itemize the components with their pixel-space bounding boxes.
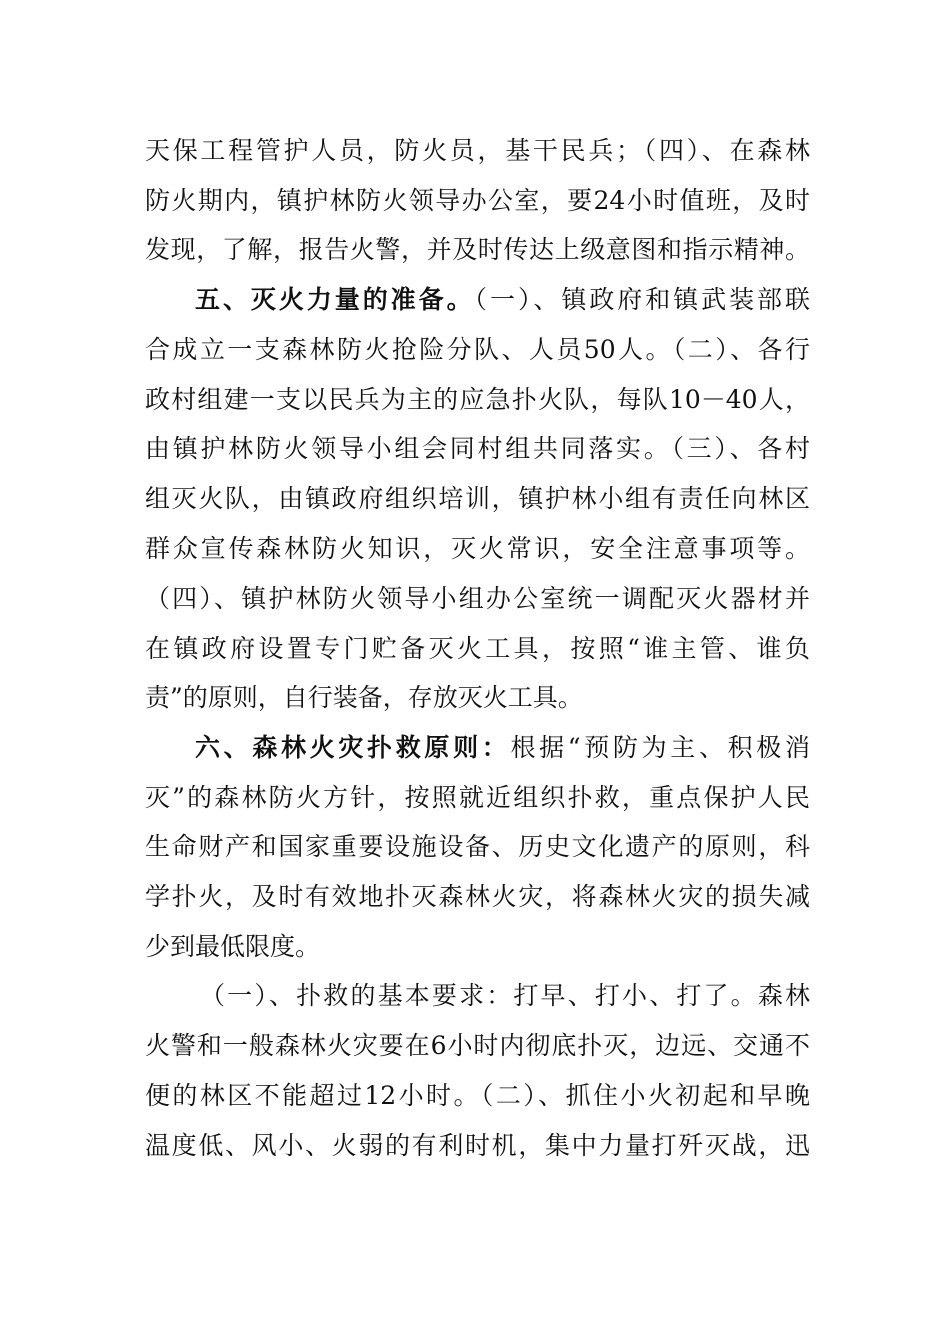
text-line: [195, 728, 810, 768]
text-line: [145, 529, 810, 569]
line-text: 发现，了解，报告火警，并及时传达上级意图和指示精神。: [145, 235, 810, 264]
text-line: [145, 927, 810, 967]
section-heading: 六、森林火灾扑救原则：: [195, 733, 511, 762]
line-text: 根据“预防为主、积极消: [510, 733, 810, 762]
line-text: 学扑火，及时有效地扑灭森林火灾，将森林火灾的损失减: [145, 882, 810, 911]
line-text: 防火期内，镇护林防火领导办公室，要24小时值班，及时: [145, 186, 810, 215]
line-text: （一）、镇政府和镇武装部联: [474, 285, 810, 314]
line-text: 责”的原则，自行装备，存放灭火工具。: [145, 683, 583, 712]
text-line: [145, 1076, 810, 1116]
line-text: 温度低、风小、火弱的有利时机，集中力量打歼灭战，迅: [145, 1131, 810, 1160]
line-text: 少到最低限度。: [145, 932, 321, 961]
line-text: 火警和一般森林火灾要在6小时内彻底扑灭，边远、交通不: [145, 1031, 810, 1060]
text-line: [145, 877, 810, 917]
line-text: 政村组建一支以民兵为主的应急扑火队，每队10－40人，: [145, 385, 810, 414]
line-text: 在镇政府设置专门贮备灭火工具，按照“谁主管、谁负: [145, 634, 810, 663]
text-line: [145, 479, 810, 519]
text-line: [145, 1126, 810, 1166]
line-text: 组灭火队，由镇政府组织培训，镇护林小组有责任向林区: [145, 484, 810, 513]
line-text: （一）、扑救的基本要求：打早、打小、打了。森林: [200, 981, 810, 1010]
text-line: [145, 380, 810, 420]
text-line: [145, 629, 810, 669]
text-line: [145, 181, 810, 221]
line-text: 生命财产和国家重要设施设备、历史文化遗产的原则，科: [145, 832, 810, 861]
text-line: [145, 827, 810, 867]
text-line: [145, 678, 810, 718]
line-text: 便的林区不能超过12小时。（二）、抓住小火初起和早晚: [145, 1081, 810, 1110]
text-line: [145, 131, 810, 171]
text-line: [145, 778, 810, 818]
line-text: 合成立一支森林防火抢险分队、人员50人。（二）、各行: [145, 335, 810, 364]
line-text: 灭”的森林防火方针，按照就近组织扑救，重点保护人民: [145, 783, 810, 812]
line-text: 由镇护林防火领导小组会同村组共同落实。（三）、各村: [145, 434, 810, 463]
text-line: [145, 429, 810, 469]
text-line: [195, 280, 810, 320]
line-text: 天保工程管护人员，防火员，基干民兵；（四）、在森林: [145, 136, 810, 165]
section-heading: 五、灭火力量的准备。: [195, 285, 475, 314]
text-line: [145, 1026, 810, 1066]
text-line: [200, 976, 810, 1016]
line-text: （四）、镇护林防火领导小组办公室统一调配灭火器材并: [145, 584, 810, 613]
text-line: [145, 330, 810, 370]
text-line: [145, 579, 810, 619]
text-line: [145, 230, 810, 270]
line-text: 群众宣传森林防火知识，灭火常识，安全注意事项等。: [145, 534, 810, 563]
